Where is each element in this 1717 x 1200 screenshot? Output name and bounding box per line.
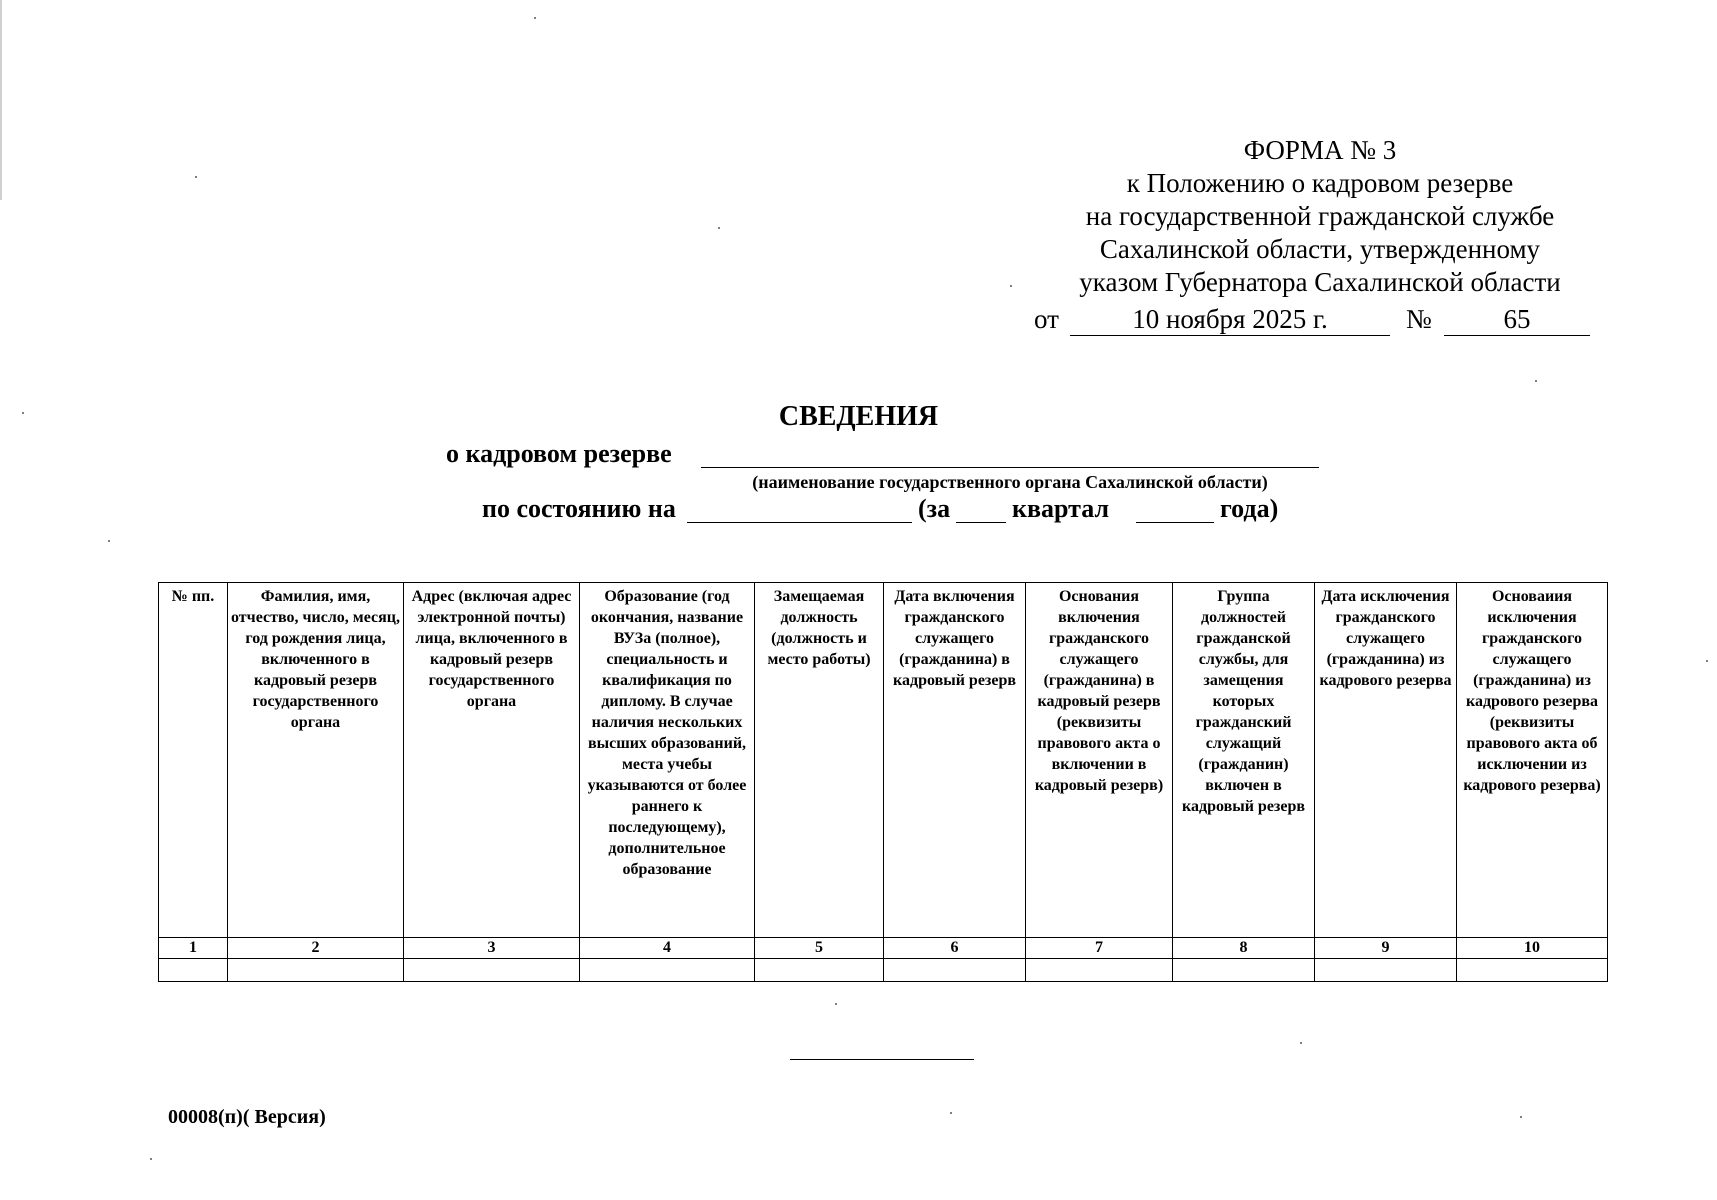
column-number: 8	[1173, 938, 1315, 959]
from-label: от	[1034, 304, 1059, 334]
table-cell	[1457, 959, 1608, 982]
scan-edge-mark	[0, 0, 2, 200]
header-full-name: Фамилия, имя, отчество, число, месяц, год рождения лица, включенного в кадровый резерв государственного органа	[228, 583, 404, 938]
column-number-row	[159, 938, 1608, 959]
form-header-line-4: указом Губернатора Сахалинской области	[1079, 267, 1561, 297]
state-za: (за	[918, 494, 951, 523]
column-number: 10	[1457, 938, 1608, 959]
table-cell	[404, 959, 580, 982]
scan-speck	[835, 1003, 837, 1005]
table-cell	[159, 959, 228, 982]
scan-speck	[718, 227, 720, 229]
column-number: 3	[404, 938, 580, 959]
number-label: №	[1406, 304, 1432, 334]
table-cell	[1315, 959, 1457, 982]
table-cell	[228, 959, 404, 982]
column-number: 7	[1026, 938, 1173, 959]
reserve-organ-note: (наименование государственного органа Сахалинской области)	[752, 472, 1268, 492]
header-position: Замещаемая должность (должность и место работы)	[755, 583, 884, 938]
form-title: ФОРМА № 3	[1243, 135, 1397, 165]
scan-speck	[108, 540, 110, 542]
form-header-line-3: Сахалинской области, утвержденному	[1099, 234, 1541, 264]
form-header-line-1: к Положению о кадровом резерве	[1126, 168, 1514, 198]
header-education: Образование (год окончания, название ВУЗа (полное), специальность и квалификация по диплому. В случае наличия нескольких высших образований, места учебы указываются от более раннего к последующему), дополнительное образование	[580, 583, 755, 938]
year-blank	[1136, 492, 1214, 523]
decree-date-value: 10 ноября 2025 г.	[1070, 302, 1390, 336]
header-inclusion-grounds: Основания включения гражданского служащего (гражданина) в кадровый резерв (реквизиты правового акта о включении в кадровый резерв)	[1026, 583, 1173, 938]
header-address: Адрес (включая адрес электронной почты) лица, включенного в кадровый резерв государственного органа	[404, 583, 580, 938]
scan-speck	[1010, 285, 1012, 287]
document-version: 00008(п)( Версия)	[168, 1106, 326, 1128]
column-number: 1	[159, 938, 228, 959]
table-cell	[1173, 959, 1315, 982]
column-number: 4	[580, 938, 755, 959]
state-quarter: квартал	[1012, 494, 1110, 523]
scan-speck	[1520, 1116, 1522, 1118]
scan-speck	[150, 1158, 152, 1160]
closing-rule	[790, 1059, 974, 1060]
decree-number-value: 65	[1444, 302, 1590, 336]
column-number: 2	[228, 938, 404, 959]
state-label: по состоянию на	[482, 494, 676, 523]
quarter-blank	[956, 492, 1006, 523]
state-date-blank	[687, 492, 912, 523]
header-position-group: Группа должностей гражданской службы, для замещения которых гражданский служащий (гражданин) включен в кадровый резерв	[1173, 583, 1315, 938]
table-row	[159, 959, 1608, 982]
table-cell	[884, 959, 1026, 982]
reserve-organ-blank	[701, 467, 1319, 468]
scan-speck	[1300, 1042, 1302, 1044]
form-header	[1020, 134, 1620, 299]
scan-speck	[195, 176, 197, 178]
state-year: года)	[1220, 494, 1279, 523]
scan-speck	[1535, 380, 1537, 382]
scan-speck	[1706, 660, 1708, 662]
header-exclusion-date: Дата исключения гражданского служащего (гражданина) из кадрового резерва	[1315, 583, 1457, 938]
header-inclusion-date: Дата включения гражданского служащего (гражданина) в кадровый резерв	[884, 583, 1026, 938]
column-number: 9	[1315, 938, 1457, 959]
reserve-table	[158, 582, 1608, 982]
scan-speck	[950, 1112, 952, 1114]
document-title: СВЕДЕНИЯ	[778, 401, 939, 432]
table-cell	[580, 959, 755, 982]
reserve-label: о кадровом резерве	[446, 439, 672, 468]
table-cell	[755, 959, 884, 982]
header-exclusion-grounds: Основаиия исключения гражданского служащего (гражданина) из кадрового резерва (реквизиты правового акта об исключении из кадрового резерва)	[1457, 583, 1608, 938]
scan-speck	[534, 17, 536, 19]
scan-speck	[22, 412, 24, 414]
form-header-line-2: на государственной гражданской службе	[1085, 201, 1555, 231]
column-number: 6	[884, 938, 1026, 959]
header-number: № пп.	[159, 583, 228, 938]
table-cell	[1026, 959, 1173, 982]
column-number: 5	[755, 938, 884, 959]
table-header-row	[159, 583, 1608, 938]
decree-date-line	[1034, 302, 1594, 338]
